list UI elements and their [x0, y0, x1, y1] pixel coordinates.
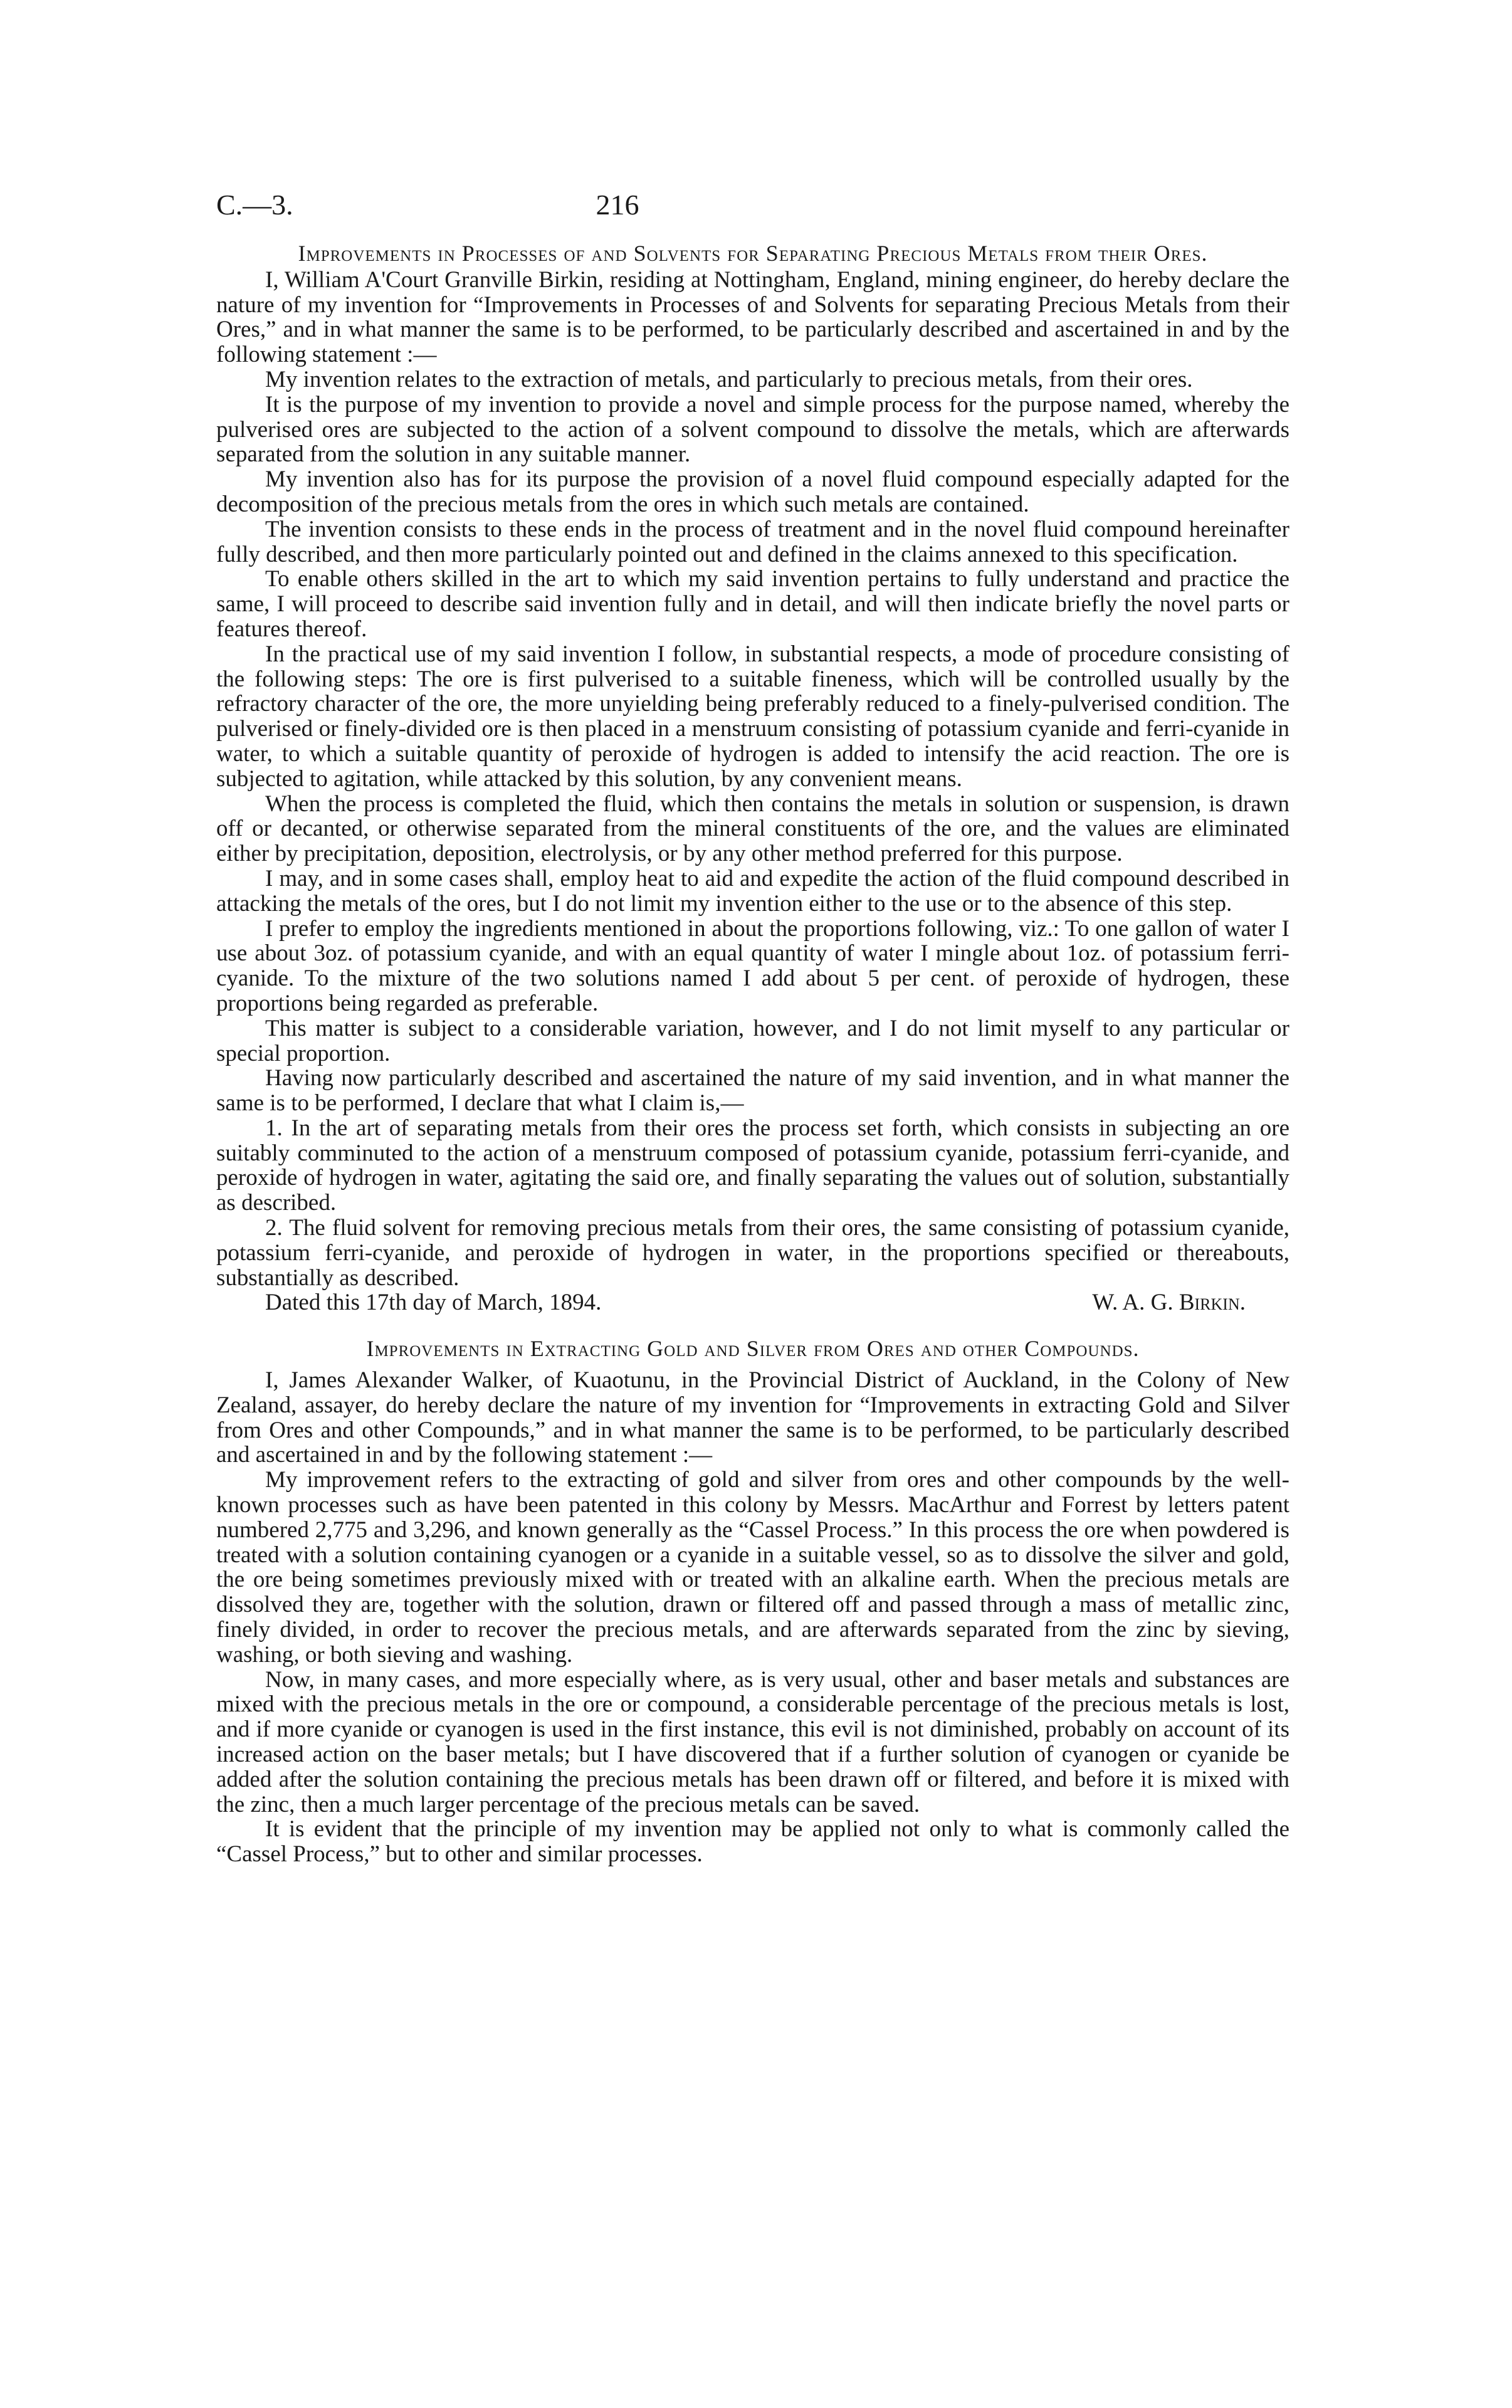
document-body: [216, 241, 1289, 1867]
paragraph: I, William A'Court Granville Birkin, residing at Nottingham, England, mining engineer, do hereby declare the nature of my invention for “Improvements in Processes of and Solvents for separating Precious Metals from their Ores,” and in what manner the same is to be performed, to be particularly described and ascertained in and by the following statement :—: [216, 266, 1289, 368]
section-walker-patent: [216, 1337, 1289, 1867]
claim-1: 1. In the art of separating metals from their ores the process set forth, which consists in subjecting an ore suitably comminuted to the action of a menstruum composed of potassium cyanide, potassium ferri-cyanide, and peroxide of hydrogen in water, agitating the said ore, and finally separating the values out of solution, substantially as described.: [216, 1115, 1289, 1216]
paragraph: When the process is completed the fluid, which then contains the metals in solution or suspension, is drawn off or decanted, or otherwise separated from the mineral constituents of the ore, and the values are eliminated either by precipitation, deposition, electrolysis, or by any other method preferred for this purpose.: [216, 791, 1289, 867]
claim-2: 2. The fluid solvent for removing precious metals from their ores, the same consisting of potassium cyanide, potassium ferri-cyanide, and peroxide of hydrogen in water, in the proportions specified or thereabouts, substantially as described.: [216, 1215, 1289, 1291]
paragraph: My invention also has for its purpose the provision of a novel fluid compound especially adapted for the decomposition of the precious metals from the ores in which such metals are contained.: [216, 466, 1289, 517]
section-title: Improvements in Extracting Gold and Silver from Ores and other Compounds.: [366, 1336, 1140, 1362]
paragraph: My improvement refers to the extracting of gold and silver from ores and other compounds by the well-known processes such as have been patented in this colony by Messrs. MacArthur and Forrest by letters patent numbered 2,775 and 3,296, and known generally as the “Cassel Process.” In this process the ore when powdered is treated with a solution containing cyanogen or a cyanide in a suitable vessel, so as to dissolve the silver and gold, the ore being sometimes previously mixed with or treated with an alkaline earth. When the precious metals are dissolved they are, together with the solution, drawn or filtered off and passed through a mass of metallic zinc, finely divided, in order to recover the precious metals, and are afterwards separated from the zinc by sieving, washing, or both sieving and washing.: [216, 1467, 1289, 1668]
section-title: Improvements in Processes of and Solvents for Separating Precious Metals from their Ores.: [298, 241, 1208, 266]
paragraph: It is the purpose of my invention to provide a novel and simple process for the purpose named, whereby the pulverised ores are subjected to the action of a solvent compound to dissolve the metals, which are afterwards separated from the solution in any suitable manner.: [216, 391, 1289, 468]
paragraph: In the practical use of my said invention I follow, in substantial respects, a mode of procedure consisting of the following steps: The ore is first pulverised to a suitable fineness, which will be controlled usually by the refractory character of the ore, the more unyielding being preferably reduced to a finely-pulverised condition. The pulverised or finely-divided ore is then placed in a menstruum consisting of potassium cyanide and ferri-cyanide in water, to which a suitable quantity of peroxide of hydrogen is added to intensify the acid reaction. The ore is subjected to agitation, while attacked by this solution, by any convenient means.: [216, 641, 1289, 792]
paragraph: It is evident that the principle of my invention may be applied not only to what is commonly called the “Cassel Process,” but to other and similar processes.: [216, 1816, 1289, 1868]
page-number: 216: [596, 189, 639, 221]
paragraph: This matter is subject to a considerable variation, however, and I do not limit myself to any particular or special proportion.: [216, 1015, 1289, 1066]
paragraph: My invention relates to the extraction of metals, and particularly to precious metals, from their ores.: [265, 366, 1193, 392]
section-birkin-patent: [216, 241, 1289, 1315]
paragraph: Having now particularly described and ascertained the nature of my said invention, and in what manner the same is to be performed, I declare that what I claim is,—: [216, 1065, 1289, 1117]
paragraph: I may, and in some cases shall, employ heat to aid and expedite the action of the fluid compound described in attacking the metals of the ores, but I do not limit my invention either to the use or to the absence of this step.: [216, 865, 1289, 917]
paragraph: I prefer to employ the ingredients mentioned in about the proportions following, viz.: To one gallon of water I use about 3oz. of potassium cyanide, and with an equal quantity of water I mingle about 1oz. of potassium ferri-cyanide. To the mixture of the two solutions named I add about 5 per cent. of peroxide of hydrogen, these proportions being regarded as preferable.: [216, 915, 1289, 1016]
paragraph: To enable others skilled in the art to which my said invention pertains to fully understand and practice the same, I will proceed to describe said invention fully and in detail, and will then indicate briefly the novel parts or features thereof.: [216, 566, 1289, 642]
date-line: Dated this 17th day of March, 1894.: [265, 1290, 602, 1316]
paragraph: The invention consists to these ends in the process of treatment and in the novel fluid compound hereinafter fully described, and then more particularly pointed out and defined in the claims annexed to this specification.: [216, 516, 1289, 567]
signature: W. A. G. Birkin.: [1092, 1290, 1246, 1316]
paragraph: Now, in many cases, and more especially where, as is very usual, other and baser metals and substances are mixed with the precious metals in the ore or compound, a considerable percentage of the precious metals is lost, and if more cyanide or cyanogen is used in the first instance, this evil is not diminished, probably on account of its increased action on the baser metals; but I have discovered that if a further solution of cyanogen or cyanide be added after the solution containing the precious metals has been drawn off or filtered, and before it is mixed with the zinc, then a much larger percentage of the precious metals can be saved.: [216, 1666, 1289, 1817]
document-reference: C.—3.: [216, 189, 293, 221]
paragraph: I, James Alexander Walker, of Kuaotunu, in the Provincial District of Auckland, in the Colony of New Zealand, assayer, do hereby declare the nature of my invention for “Improvements in extracting Gold and Silver from Ores and other Compounds,” and in what manner the same is to be performed, to be particularly described and ascertained in and by the following statement :—: [216, 1367, 1289, 1468]
date-signature-line: [216, 1290, 1289, 1315]
page-header: [216, 188, 1288, 226]
